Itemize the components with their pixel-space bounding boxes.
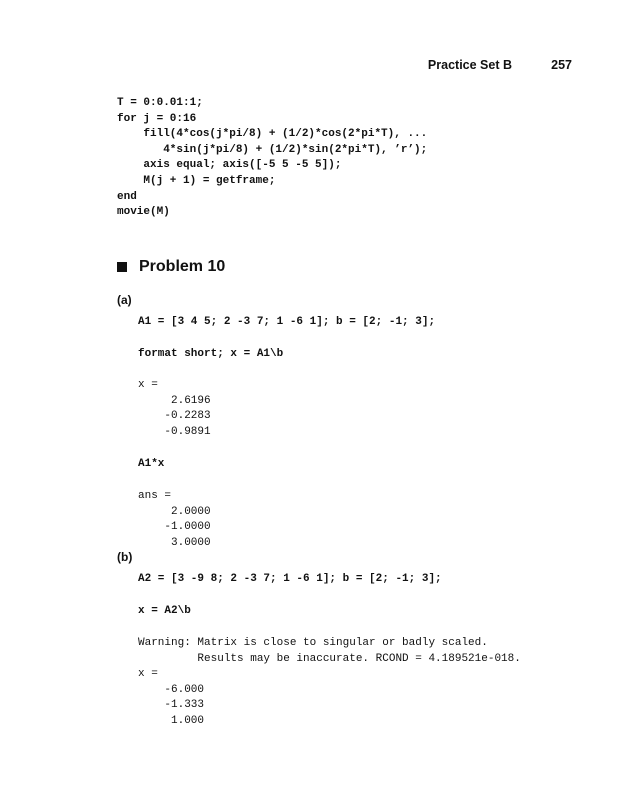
square-bullet-icon — [117, 262, 127, 272]
part-b-output-x: x = -6.000 -1.333 1.000 — [138, 668, 205, 727]
part-b-command-1: A2 = [3 -9 8; 2 -3 7; 1 -6 1]; b = [2; -1; 3]; — [138, 573, 442, 585]
part-a-command-2: format short; x = A1\b — [138, 348, 284, 360]
part-a-label: (a) — [117, 293, 132, 307]
part-b-label: (b) — [117, 550, 133, 564]
matlab-code-block: T = 0:0.01:1; for j = 0:16 fill(4*cos(j*pi/8) + (1/2)*cos(2*pi*T), ... 4*sin(j*pi/8) + (1/2)*sin(2*pi*T), ’r’); axis equal; axis([-5 5 -5 5]); M(j + 1) = getframe; end movie(M) — [117, 97, 428, 219]
part-a-command-3: A1*x — [138, 458, 165, 470]
part-a-output-ans: ans = 2.0000 -1.0000 3.0000 — [138, 490, 211, 549]
part-b-warning: Warning: Matrix is close to singular or badly scaled. Results may be inaccurate. RCOND = 4.189521e-018. — [138, 637, 521, 665]
page-number: 257 — [551, 58, 572, 72]
part-b-command-2: x = A2\b — [138, 605, 191, 617]
part-a-command-1: A1 = [3 4 5; 2 -3 7; 1 -6 1]; b = [2; -1; 3]; — [138, 316, 436, 328]
running-title: Practice Set B — [427, 58, 512, 72]
problem-heading — [117, 258, 225, 276]
part-a-output-x: x = 2.6196 -0.2283 -0.9891 — [138, 379, 211, 438]
page-header — [0, 58, 624, 76]
problem-title: Problem 10 — [139, 258, 226, 275]
